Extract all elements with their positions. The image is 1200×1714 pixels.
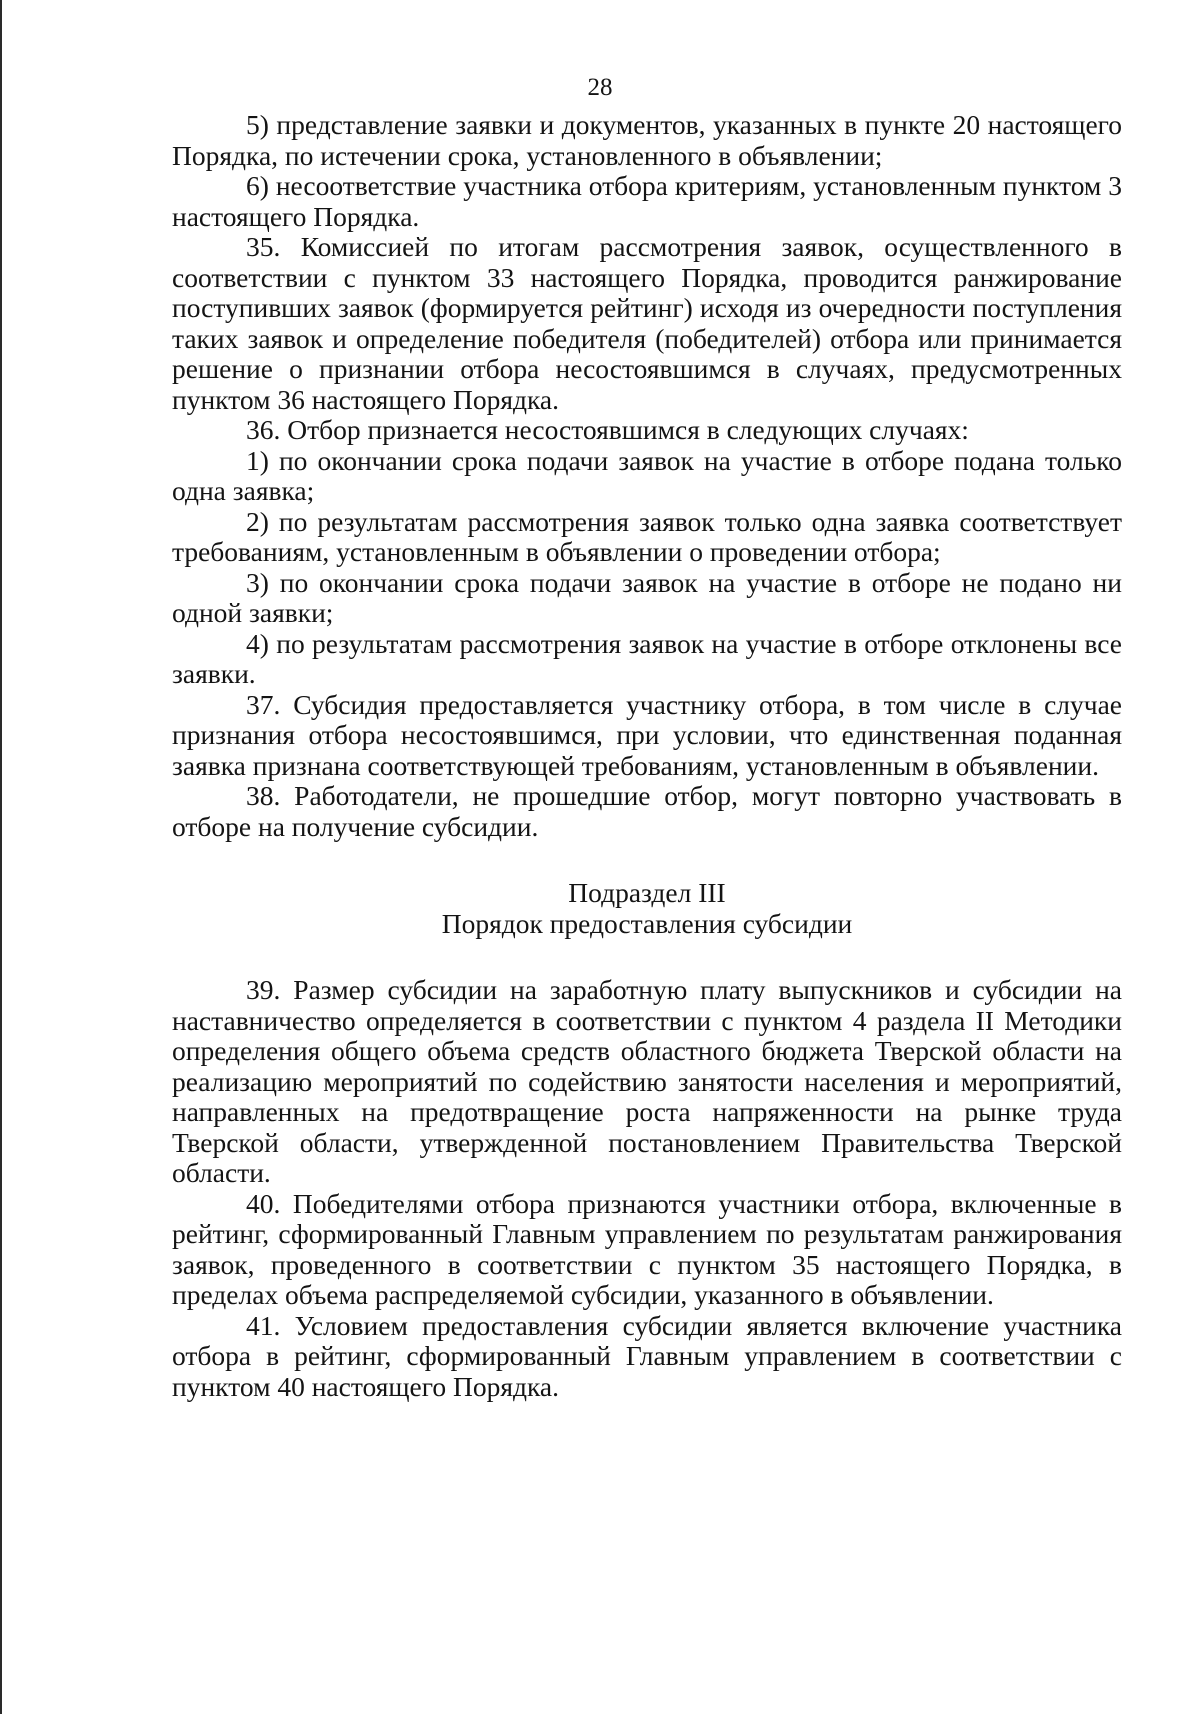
section-subtitle: Порядок предоставления субсидии bbox=[441, 907, 853, 939]
paragraph: 6) несоответствие участника отбора критериям, установленным пунктом 3 настоящего Порядка. bbox=[172, 170, 1122, 232]
section-title: Подраздел III bbox=[568, 877, 726, 908]
paragraph: 39. Размер субсидии на заработную плату выпускников и субсидии на наставничество определяется в соответствии с пунктом 4 раздела II Методики определения общего объема средств областного бюджета Тверской области на реализацию мероприятий по содействию занятости населения и мероприятий, направленных на предотвращение роста напряженности на рынке труда Тверской области, утвержденной постановлением Правительства Тверской области. bbox=[172, 974, 1122, 1188]
paragraph: 2) по результатам рассмотрения заявок только одна заявка соответствует требованиям, установленным в объявлении о проведении отбора; bbox=[172, 505, 1122, 567]
paragraph: 40. Победителями отбора признаются участники отбора, включенные в рейтинг, сформированный Главным управлением по результатам ранжирования заявок, проведенного в соответствии с пунктом 35 настоящего Порядка, в пределах объема распределяемой субсидии, указанного в объявлении. bbox=[172, 1187, 1122, 1310]
paragraph: 38. Работодатели, не прошедшие отбор, могут повторно участвовать в отборе на получение субсидии. bbox=[172, 780, 1122, 842]
page-number: 28 bbox=[587, 74, 613, 101]
paragraph: 35. Комиссией по итогам рассмотрения заявок, осуществленного в соответствии с пунктом 33 настоящего Порядка, проводится ранжирование поступивших заявок (формируется рейтинг) исходя из очередности поступления таких заявок и определение победителя (победителей) отбора или принимается решение о признании отбора несостоявшимся в случаях, предусмотренных пунктом 36 настоящего Порядка. bbox=[172, 231, 1122, 415]
document-body bbox=[172, 110, 1122, 1402]
paragraph: 41. Условием предоставления субсидии является включение участника отбора в рейтинг, сформированный Главным управлением в соответствии с пунктом 40 настоящего Порядка. bbox=[172, 1309, 1122, 1402]
paragraph: 5) представление заявки и документов, указанных в пункте 20 настоящего Порядка, по истечении срока, установленного в объявлении; bbox=[172, 109, 1122, 171]
section-heading bbox=[172, 878, 1122, 939]
scan-edge-line bbox=[0, 0, 2, 1714]
paragraph: 36. Отбор признается несостоявшимся в следующих случаях: bbox=[246, 414, 969, 445]
paragraph: 37. Субсидия предоставляется участнику отбора, в том числе в случае признания отбора несостоявшимся, при условии, что единственная поданная заявка признана соответствующей требованиям, установленным в объявлении. bbox=[172, 688, 1122, 781]
paragraph: 1) по окончании срока подачи заявок на участие в отборе подана только одна заявка; bbox=[172, 444, 1122, 506]
paragraph: 3) по окончании срока подачи заявок на участие в отборе не подано ни одной заявки; bbox=[172, 566, 1122, 628]
paragraph: 4) по результатам рассмотрения заявок на участие в отборе отклонены все заявки. bbox=[172, 627, 1122, 689]
